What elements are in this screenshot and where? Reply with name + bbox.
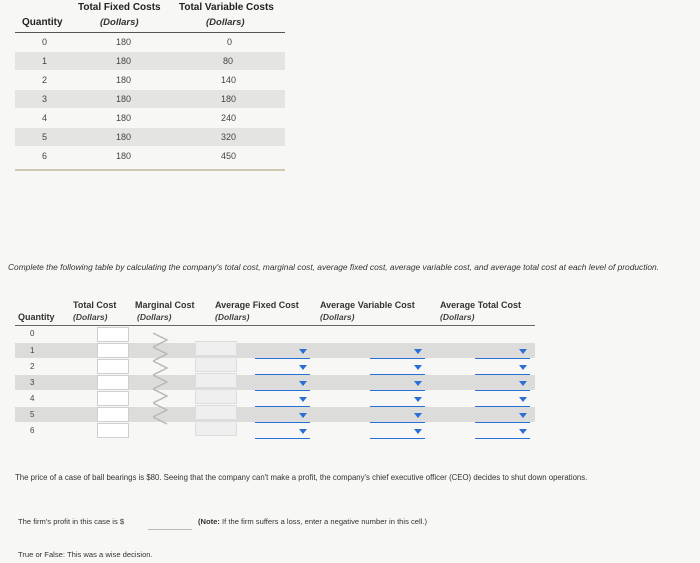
t2-quantity: 4 (30, 394, 35, 403)
total-cost-input[interactable] (97, 407, 129, 422)
header-marginal-cost-unit: (Dollars) (137, 312, 172, 322)
note-rest: If the firm suffers a loss, enter a negative number in this cell.) (219, 517, 428, 526)
total-cost-input[interactable] (97, 391, 129, 406)
atc-dropdown[interactable] (475, 410, 530, 423)
atc-dropdown[interactable] (475, 426, 530, 439)
marginal-cost-inputs[interactable] (153, 328, 183, 433)
t1-tvc: 0 (227, 37, 233, 47)
t2-quantity: 6 (30, 426, 35, 435)
chevron-down-icon (299, 413, 307, 418)
chevron-down-icon (299, 365, 307, 370)
t1-q: 0 (42, 37, 48, 47)
total-cost-input[interactable] (97, 327, 129, 342)
chevron-down-icon (414, 349, 422, 354)
atc-dropdown[interactable] (475, 346, 530, 359)
t1-q: 5 (42, 132, 48, 142)
t1-tfc: 180 (116, 56, 132, 66)
chevron-down-icon (414, 413, 422, 418)
header-avg-fixed-cost-unit: (Dollars) (215, 312, 250, 322)
header-avg-total-cost: Average Total Cost (440, 300, 522, 310)
t2-quantity: 3 (30, 378, 35, 387)
afc-input[interactable] (195, 389, 237, 404)
t1-tvc: 320 (221, 132, 237, 142)
t1-q: 3 (42, 94, 48, 104)
afc-input[interactable] (195, 357, 237, 372)
header-divider (15, 325, 535, 326)
header-divider (15, 32, 285, 33)
header-tvc-unit: (Dollars) (206, 17, 245, 28)
afc-dropdown[interactable] (255, 394, 310, 407)
t1-tfc: 180 (116, 75, 132, 85)
t1-tfc: 180 (116, 94, 132, 104)
t1-tvc: 140 (221, 75, 237, 85)
avc-dropdown[interactable] (370, 394, 425, 407)
t1-q: 1 (42, 56, 48, 66)
avc-dropdown[interactable] (370, 346, 425, 359)
header-total-cost: Total Cost (73, 300, 117, 310)
profit-label (18, 517, 124, 526)
atc-dropdown[interactable] (475, 394, 530, 407)
header-avg-total-cost-unit: (Dollars) (440, 312, 475, 322)
calculation-table (15, 298, 540, 448)
header-avg-fixed-cost: Average Fixed Cost (215, 300, 299, 310)
afc-dropdown[interactable] (255, 410, 310, 423)
total-cost-input[interactable] (97, 423, 129, 438)
afc-input[interactable] (195, 373, 237, 388)
t1-tfc: 180 (116, 151, 132, 161)
t2-quantity: 0 (30, 329, 35, 338)
instructions-text: Complete the following table by calculating the company's total cost, marginal cost, average fixed cost, average variable cost, and average total cost at each level of production. (8, 262, 660, 272)
header-tfc-unit: (Dollars) (100, 17, 139, 28)
afc-input[interactable] (195, 421, 237, 436)
atc-dropdown[interactable] (475, 378, 530, 391)
row-shade (15, 90, 285, 108)
currency-symbol: $ (119, 517, 125, 526)
profit-label-text: The firm's profit in this case is (18, 517, 118, 526)
chevron-down-icon (519, 349, 527, 354)
chevron-down-icon (299, 429, 307, 434)
chevron-down-icon (414, 397, 422, 402)
afc-dropdown[interactable] (255, 378, 310, 391)
header-tfc: Total Fixed Costs (78, 2, 161, 13)
header-quantity: Quantity (18, 312, 55, 322)
header-quantity: Quantity (22, 17, 63, 28)
t2-quantity: 5 (30, 410, 35, 419)
t1-q: 2 (42, 75, 48, 85)
afc-dropdown[interactable] (255, 362, 310, 375)
header-marginal-cost: Marginal Cost (135, 300, 195, 310)
true-false-question: True or False: This was a wise decision. (18, 550, 153, 559)
t1-tfc: 180 (116, 37, 132, 47)
header-total-cost-unit: (Dollars) (73, 312, 108, 322)
chevron-down-icon (519, 365, 527, 370)
t2-quantity: 2 (30, 362, 35, 371)
t1-q: 4 (42, 113, 48, 123)
chevron-down-icon (414, 381, 422, 386)
avc-dropdown[interactable] (370, 410, 425, 423)
atc-dropdown[interactable] (475, 362, 530, 375)
t1-tvc: 450 (221, 151, 237, 161)
chevron-down-icon (519, 397, 527, 402)
avc-dropdown[interactable] (370, 362, 425, 375)
t1-tvc: 240 (221, 113, 237, 123)
avc-dropdown[interactable] (370, 378, 425, 391)
table-bottom-divider (15, 169, 285, 171)
afc-dropdown[interactable] (255, 346, 310, 359)
chevron-down-icon (519, 413, 527, 418)
afc-input[interactable] (195, 405, 237, 420)
t1-tfc: 180 (116, 132, 132, 142)
total-cost-input[interactable] (97, 359, 129, 374)
t1-q: 6 (42, 151, 48, 161)
chevron-down-icon (299, 381, 307, 386)
chevron-down-icon (414, 365, 422, 370)
note-text (198, 517, 427, 526)
total-cost-input[interactable] (97, 343, 129, 358)
chevron-down-icon (519, 429, 527, 434)
header-tvc: Total Variable Costs (179, 2, 274, 13)
chevron-down-icon (519, 381, 527, 386)
header-avg-variable-cost: Average Variable Cost (320, 300, 415, 310)
total-cost-input[interactable] (97, 375, 129, 390)
chevron-down-icon (299, 349, 307, 354)
row-shade (15, 128, 285, 146)
t1-tvc: 80 (223, 56, 234, 66)
row-shade (15, 52, 285, 70)
avc-dropdown[interactable] (370, 426, 425, 439)
t1-tvc: 180 (221, 94, 237, 104)
chevron-down-icon (414, 429, 422, 434)
chevron-down-icon (299, 397, 307, 402)
t1-tfc: 180 (116, 113, 132, 123)
note-bold: (Note: (198, 517, 220, 526)
cost-table (15, 0, 290, 175)
header-avg-variable-cost-unit: (Dollars) (320, 312, 355, 322)
t2-quantity: 1 (30, 346, 35, 355)
afc-dropdown[interactable] (255, 426, 310, 439)
profit-input[interactable] (148, 515, 192, 530)
afc-input[interactable] (195, 341, 237, 356)
question-text: The price of a case of ball bearings is $80. Seeing that the company can't make a profit, the company's chief executive officer (CEO) decides to shut down operations. (15, 473, 588, 482)
